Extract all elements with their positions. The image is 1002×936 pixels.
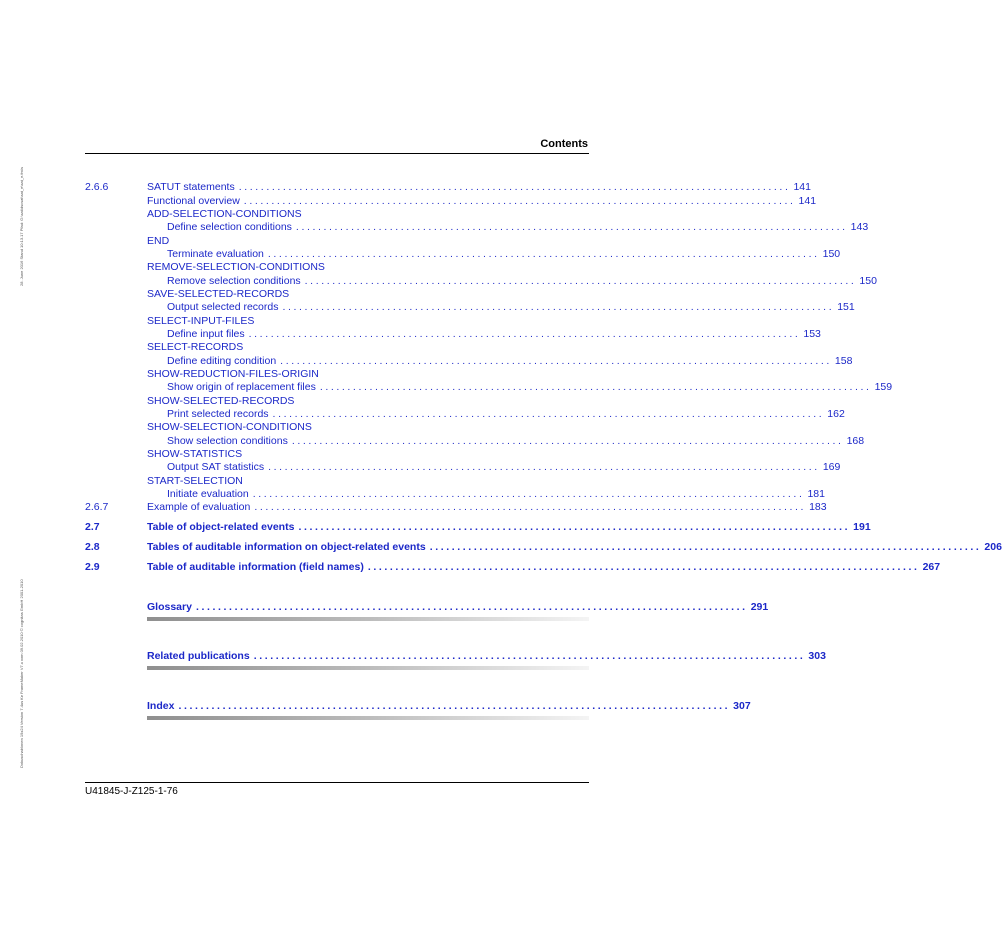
toc-entry-define-input-files[interactable] [85, 327, 821, 341]
page-title: Contents [540, 138, 588, 150]
toc-entry-show-selection-conditions[interactable] [85, 434, 865, 448]
page-number: 141 [798, 195, 817, 207]
toc-heading-select-input-files: SELECT-INPUT-FILES [147, 315, 255, 327]
dot-leader: .................................................................................................... [319, 381, 872, 393]
toc-entry-2-9[interactable] [85, 560, 941, 574]
section-number: 2.9 [85, 561, 100, 573]
entry-title: Print selected records [167, 408, 269, 420]
page-number: 169 [822, 461, 841, 473]
page-number: 181 [807, 488, 825, 500]
toc-entry-remove-selection-conditions[interactable] [85, 274, 877, 288]
related-publications-divider [147, 666, 589, 670]
page-number: 141 [793, 181, 811, 193]
page-number: 291 [750, 601, 769, 613]
entry-title: Table of object-related events [147, 521, 295, 533]
toc-entry-index[interactable] [85, 699, 751, 713]
page-number: 158 [834, 355, 853, 367]
page-number: 307 [733, 700, 751, 712]
toc-heading-start-selection: START-SELECTION [147, 475, 243, 487]
dot-leader: .................................................................................................... [295, 221, 848, 233]
dot-leader: .................................................................................................... [238, 181, 791, 193]
toc-heading-show-selection-conditions: SHOW-SELECTION-CONDITIONS [147, 421, 312, 433]
toc-entry-initiate-evaluation[interactable] [85, 487, 825, 501]
entry-title: Remove selection conditions [167, 275, 301, 287]
entry-title: Example of evaluation [147, 501, 251, 513]
page-number: 267 [922, 561, 941, 573]
section-number: 2.7 [85, 521, 100, 533]
header-rule [85, 153, 589, 154]
entry-title: Terminate evaluation [167, 248, 264, 260]
toc-heading-show-reduction-files-origin: SHOW-REDUCTION-FILES-ORIGIN [147, 368, 319, 380]
section-number: 2.6.7 [85, 501, 109, 513]
toc-entry-output-selected-records[interactable] [85, 300, 855, 314]
toc-entry-2-6-7[interactable] [85, 500, 827, 514]
toc-heading-save-selected-records: SAVE-SELECTED-RECORDS [147, 288, 290, 300]
dot-leader: .................................................................................................... [367, 561, 920, 573]
toc-entry-2-8[interactable] [85, 540, 1002, 554]
toc-heading-select-records: SELECT-RECORDS [147, 341, 244, 353]
page-number: 191 [853, 521, 871, 533]
entry-title: Glossary [147, 601, 192, 613]
side-note-bottom: Dokuschablonen 19x24 Version 7.4us für FrameMaker V7.x vom 09.02.2010 © cognitas GmbH 2001-2010 [19, 579, 24, 768]
dot-leader: .................................................................................................... [248, 328, 801, 340]
dot-leader: .................................................................................................... [280, 355, 832, 367]
toc-entry-print-selected-records[interactable] [85, 407, 845, 421]
toc-entry-output-sat-statistics[interactable] [85, 460, 841, 474]
glossary-divider [147, 617, 589, 621]
page-number: 303 [808, 650, 826, 662]
page-number: 159 [874, 381, 893, 393]
entry-title: Define editing condition [167, 355, 277, 367]
footer-rule [85, 782, 589, 783]
page-number: 150 [822, 248, 841, 260]
page-number: 143 [850, 221, 869, 233]
toc-entry-glossary[interactable] [85, 600, 769, 614]
entry-title: Related publications [147, 650, 250, 662]
entry-title: Index [147, 700, 175, 712]
section-number: 2.8 [85, 541, 100, 553]
entry-title: Show selection conditions [167, 435, 288, 447]
entry-title: Tables of auditable information on object-related events [147, 541, 426, 553]
dot-leader: .................................................................................................... [252, 488, 805, 500]
page-number: 162 [827, 408, 845, 420]
toc-entry-2-6-6[interactable] [85, 180, 811, 194]
toc-heading-end: END [147, 235, 170, 247]
entry-title: Define selection conditions [167, 221, 292, 233]
entry-title: Show origin of replacement files [167, 381, 316, 393]
entry-title: Output selected records [167, 301, 279, 313]
toc-entry-terminate-evaluation[interactable] [85, 247, 841, 261]
dot-leader: .................................................................................................... [298, 521, 851, 533]
dot-leader: .................................................................................................... [254, 501, 807, 513]
entry-title: SATUT statements [147, 181, 235, 193]
entry-title: Output SAT statistics [167, 461, 265, 473]
dot-leader: .................................................................................................... [282, 301, 835, 313]
toc-entry-define-editing-condition[interactable] [85, 354, 853, 368]
dot-leader: .................................................................................................... [272, 408, 825, 420]
page-number: 183 [809, 501, 827, 513]
toc-entry-show-origin-of-replacement-files[interactable] [85, 380, 893, 394]
entry-title: Functional overview [147, 195, 240, 207]
toc-entry-functional-overview[interactable] [85, 194, 817, 208]
page-number: 153 [803, 328, 821, 340]
entry-title: Initiate evaluation [167, 488, 249, 500]
entry-title: Define input files [167, 328, 245, 340]
page-number: 168 [846, 435, 865, 447]
page-number: 151 [837, 301, 855, 313]
index-divider [147, 716, 589, 720]
toc-heading-show-statistics: SHOW-STATISTICS [147, 448, 243, 460]
page-number: 206 [984, 541, 1002, 553]
dot-leader: .................................................................................................... [243, 195, 796, 207]
dot-leader: .................................................................................................... [253, 650, 806, 662]
dot-leader: .................................................................................................... [429, 541, 982, 553]
footer-doc-id: U41845-J-Z125-1-76 [85, 786, 178, 797]
page-number: 150 [859, 275, 877, 287]
toc-heading-remove-selection-conditions: REMOVE-SELECTION-CONDITIONS [147, 261, 325, 273]
entry-title: Table of auditable information (field names) [147, 561, 364, 573]
toc-entry-2-7[interactable] [85, 520, 871, 534]
toc-entry-related-publications[interactable] [85, 649, 826, 663]
section-number: 2.6.6 [85, 181, 109, 193]
toc-heading-add-selection-conditions: ADD-SELECTION-CONDITIONS [147, 208, 302, 220]
dot-leader: .................................................................................................... [268, 461, 820, 473]
toc-heading-show-selected-records: SHOW-SELECTED-RECORDS [147, 395, 295, 407]
toc-entry-define-selection-conditions[interactable] [85, 220, 869, 234]
side-note-top: 28. June 2016 Stand 10:13.17 Pfad: G:\sat\dscsat\sat_e\sat_e.fm\s [19, 167, 24, 286]
dot-leader: .................................................................................................... [267, 248, 820, 260]
dot-leader: .................................................................................................... [304, 275, 857, 287]
dot-leader: .................................................................................................... [195, 601, 748, 613]
dot-leader: .................................................................................................... [291, 435, 844, 447]
dot-leader: .................................................................................................... [178, 700, 731, 712]
